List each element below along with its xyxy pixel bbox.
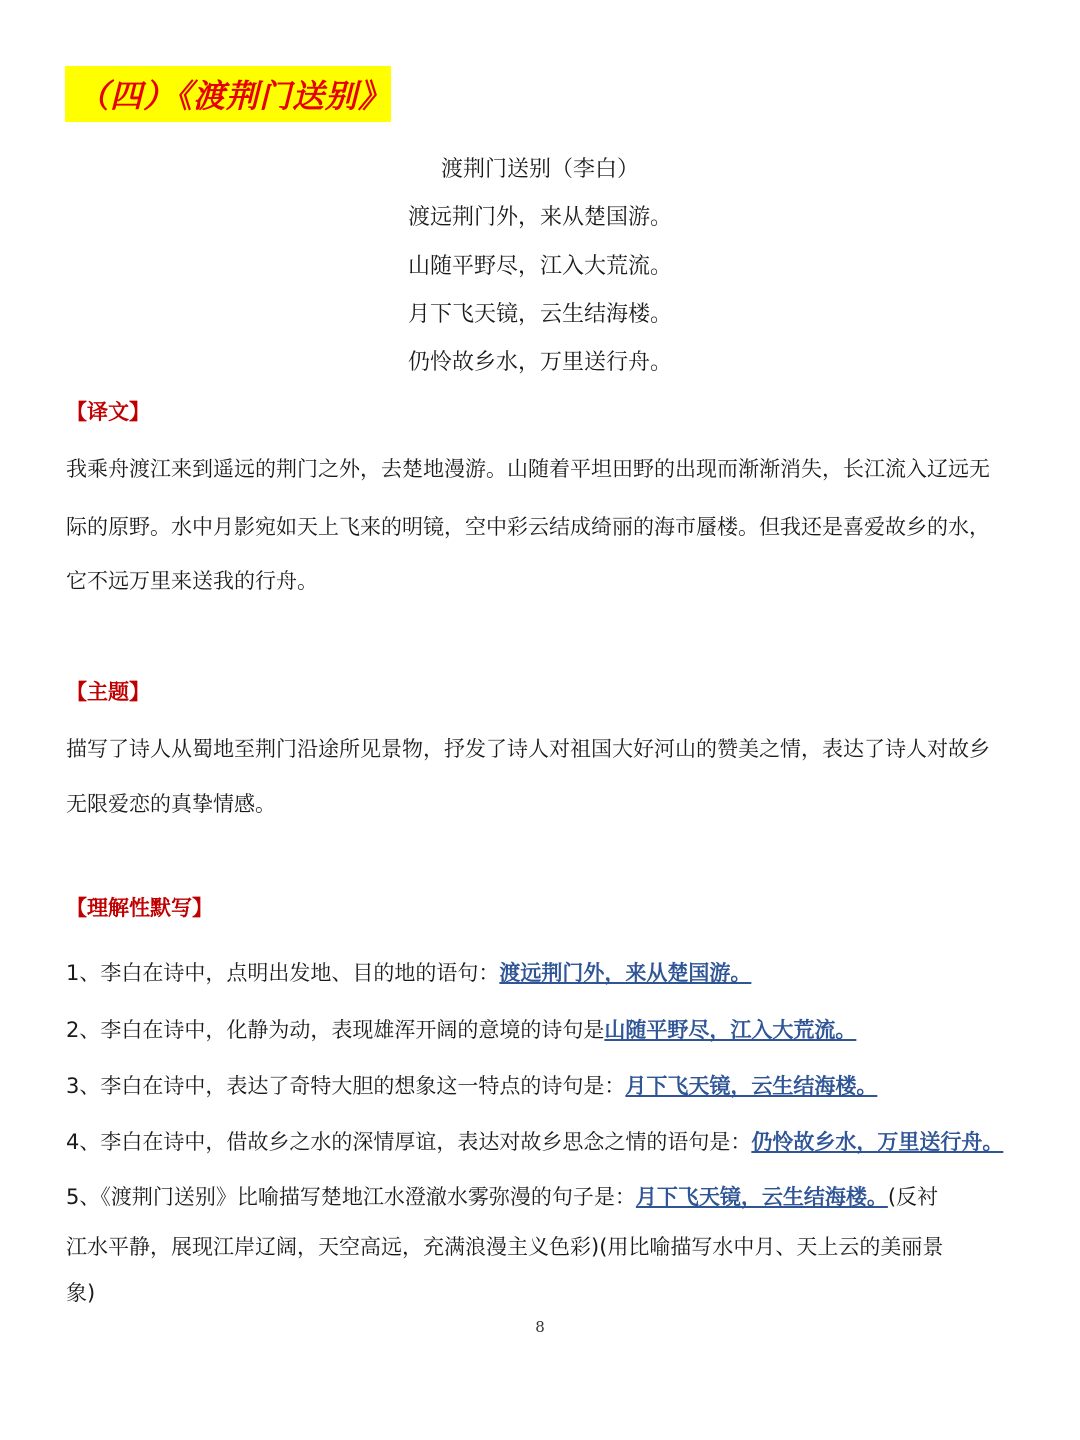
poem-line: 山随平野尽，江入大荒流。 [407,254,672,279]
translation-line: 它不远万里来送我的行舟。 [66,569,318,593]
section-title-box [65,66,391,122]
question-text: 3、李白在诗中，表达了奇特大胆的想象这一特点的诗句是： [66,1074,626,1098]
question-text: 5、《渡荆门送别》比喻描写楚地江水澄澈水雾弥漫的句子是： [66,1185,636,1209]
dictation-item [66,1071,1016,1101]
translation-heading: 【译文】 [66,400,150,424]
theme-line: 描写了诗人从蜀地至荆门沿途所见景物，抒发了诗人对祖国大好河山的赞美之情，表达了诗人对故乡 [66,737,990,761]
answer-text: 仍怜故乡水，万里送行舟。 [751,1130,1004,1154]
theme-line: 无限爱恋的真挚情感。 [66,792,276,816]
theme-heading: 【主题】 [66,680,150,704]
poem-line: 渡远荆门外，来从楚国游。 [407,205,672,230]
answer-text: 月下飞天镜，云生结海楼。 [625,1074,878,1098]
question-text: 4、李白在诗中，借故乡之水的深情厚谊，表达对故乡思念之情的语句是： [66,1130,752,1154]
translation-line: 我乘舟渡江来到遥远的荆门之外，去楚地漫游。山随着平坦田野的出现而渐渐消失，长江流入辽远无 [66,457,990,481]
dictation-item [66,1182,1016,1212]
dictation-note-line: 江水平静，展现江岸辽阔，天空高远，充满浪漫主义色彩)(用比喻描写水中月、天上云的美丽景 [66,1235,944,1259]
poem-line: 月下飞天镜，云生结海楼。 [407,302,672,327]
dictation-note-line: 象) [66,1281,96,1305]
page-number: 8 [535,1318,545,1336]
answer-text: 月下飞天镜，云生结海楼。 [635,1185,888,1209]
poem-line: 仍怜故乡水，万里送行舟。 [407,350,672,375]
question-text: 2、李白在诗中，化静为动，表现雄浑开阔的意境的诗句是 [66,1018,605,1042]
answer-text: 山随平野尽，江入大荒流。 [604,1018,857,1042]
section-title: （四）《渡荆门送别》 [77,77,392,115]
dictation-item [66,958,1016,988]
dictation-item [66,1015,1016,1045]
translation-line: 际的原野。水中月影宛如天上飞来的明镜，空中彩云结成绮丽的海市蜃楼。但我还是喜爱故乡的水， [66,515,990,539]
question-text: 1、李白在诗中，点明出发地、目的地的语句： [66,961,500,985]
answer-note: (反衬 [887,1185,939,1209]
answer-text: 渡远荆门外，来从楚国游。 [499,961,752,985]
poem-title: 渡荆门送别（李白） [440,157,639,182]
dictation-heading: 【理解性默写】 [66,896,213,920]
dictation-item [66,1127,1016,1157]
